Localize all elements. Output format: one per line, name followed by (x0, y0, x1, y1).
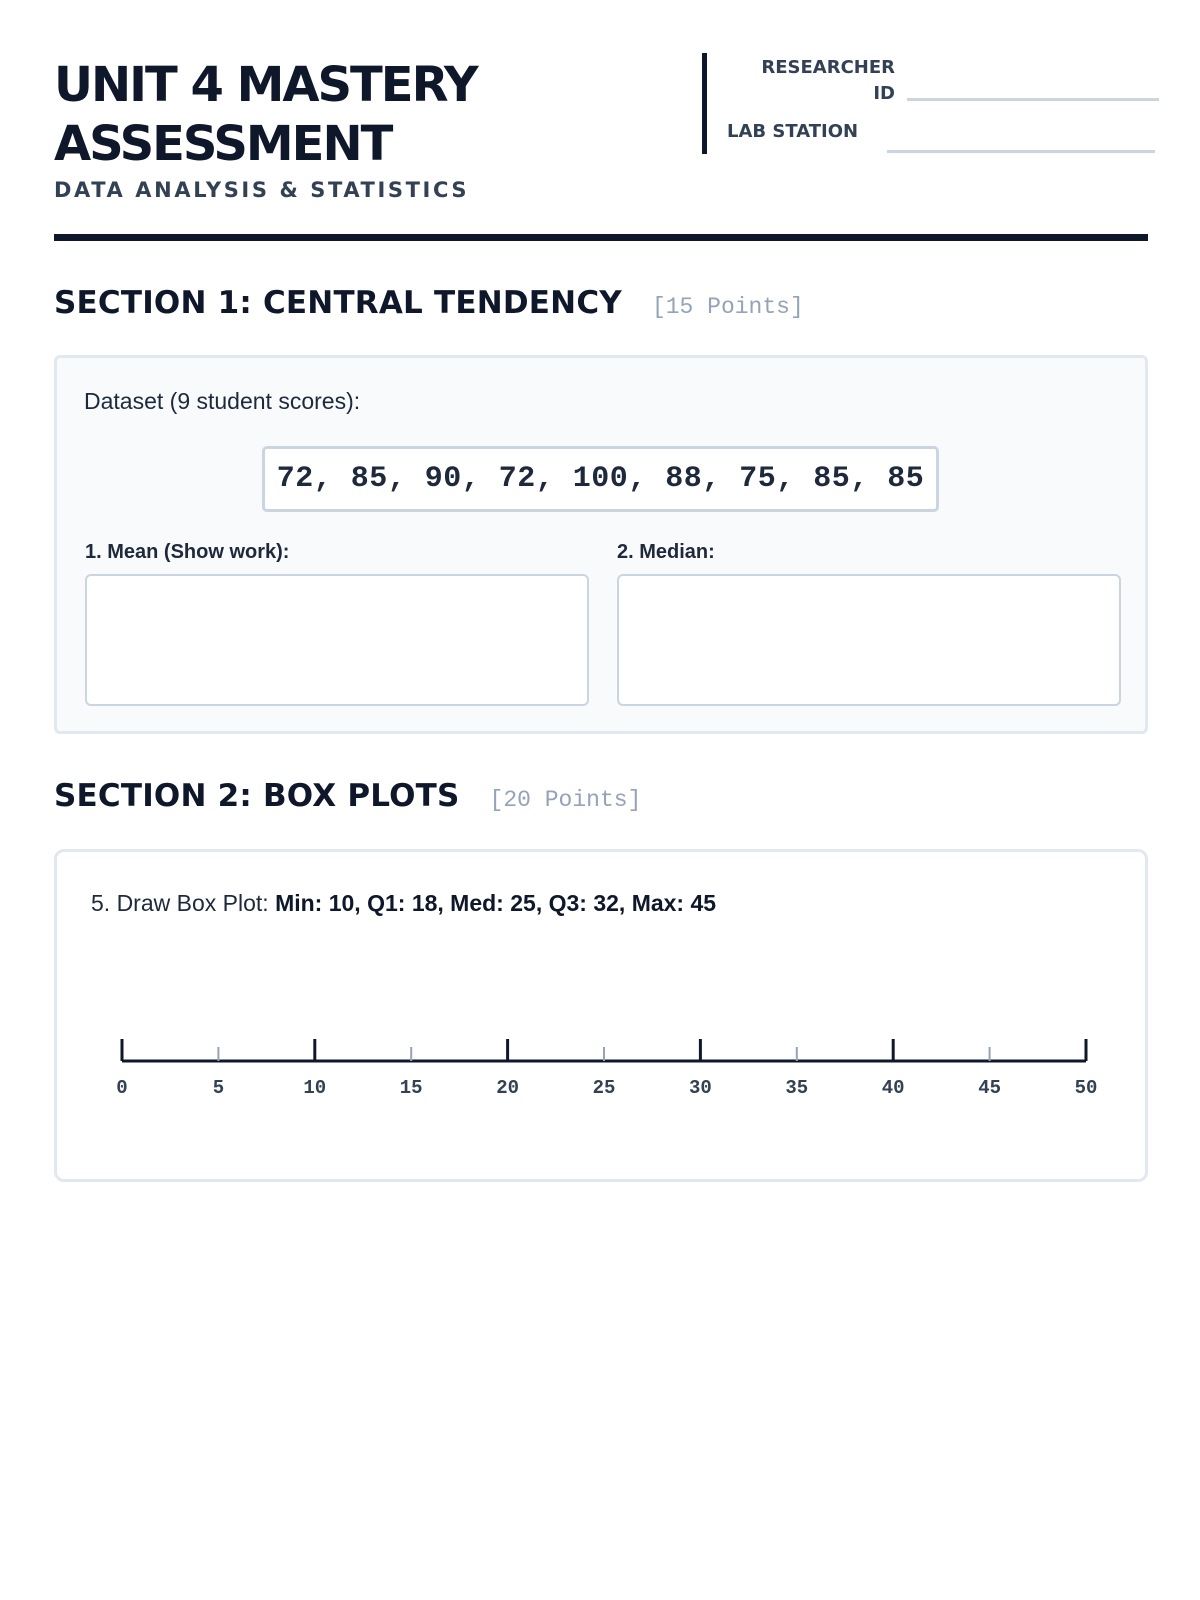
title-line-1: UNIT 4 MASTERY (54, 57, 477, 113)
box-plot-prompt-values: Min: 10, Q1: 18, Med: 25, Q3: 32, Max: 45 (275, 890, 717, 916)
tick-label: 40 (881, 1077, 905, 1099)
mean-question-label: 1. Mean (Show work): (85, 541, 290, 563)
tick-label: 15 (399, 1077, 423, 1099)
page-title (54, 56, 477, 174)
tick-label: 5 (212, 1077, 225, 1099)
section-2-title: SECTION 2: BOX PLOTS (54, 778, 460, 814)
number-line[interactable] (57, 852, 1151, 1185)
id-fields-block (702, 53, 1148, 154)
researcher-id-label (745, 55, 895, 107)
researcher-id-label-line-2: ID (873, 83, 895, 104)
tick-label: 20 (496, 1077, 520, 1099)
tick-label: 50 (1074, 1077, 1098, 1099)
tick-label: 30 (688, 1077, 712, 1099)
median-answer-box[interactable] (617, 574, 1121, 706)
section-1-heading (54, 285, 804, 321)
box-plot-prompt-prefix: 5. Draw Box Plot: (91, 890, 276, 916)
lab-station-row (727, 119, 1155, 145)
section-1-card (54, 355, 1148, 734)
researcher-id-row (745, 55, 1159, 107)
researcher-id-field[interactable] (907, 98, 1159, 101)
mean-answer-box[interactable] (85, 574, 589, 706)
title-line-2: ASSESSMENT (54, 116, 392, 172)
section-2-points: [20 Points] (489, 787, 642, 813)
lab-station-field[interactable] (887, 150, 1155, 153)
tick-label: 25 (592, 1077, 616, 1099)
lab-station-label: LAB STATION (727, 121, 859, 142)
section-2-heading (54, 778, 641, 814)
tick-label: 10 (303, 1077, 327, 1099)
header-divider (54, 234, 1148, 241)
tick-label: 0 (116, 1077, 128, 1099)
section-2-card (54, 849, 1148, 1182)
median-question-label: 2. Median: (617, 541, 715, 563)
researcher-id-label-line-1: RESEARCHER (761, 57, 895, 78)
dataset-values: 72, 85, 90, 72, 100, 88, 75, 85, 85 (262, 446, 939, 512)
tick-label: 45 (978, 1077, 1002, 1099)
tick-label: 35 (785, 1077, 809, 1099)
page-subtitle: DATA ANALYSIS & STATISTICS (54, 178, 470, 202)
section-1-title: SECTION 1: CENTRAL TENDENCY (54, 285, 622, 321)
section-1-points: [15 Points] (651, 294, 804, 320)
dataset-label: Dataset (9 student scores): (84, 388, 361, 414)
